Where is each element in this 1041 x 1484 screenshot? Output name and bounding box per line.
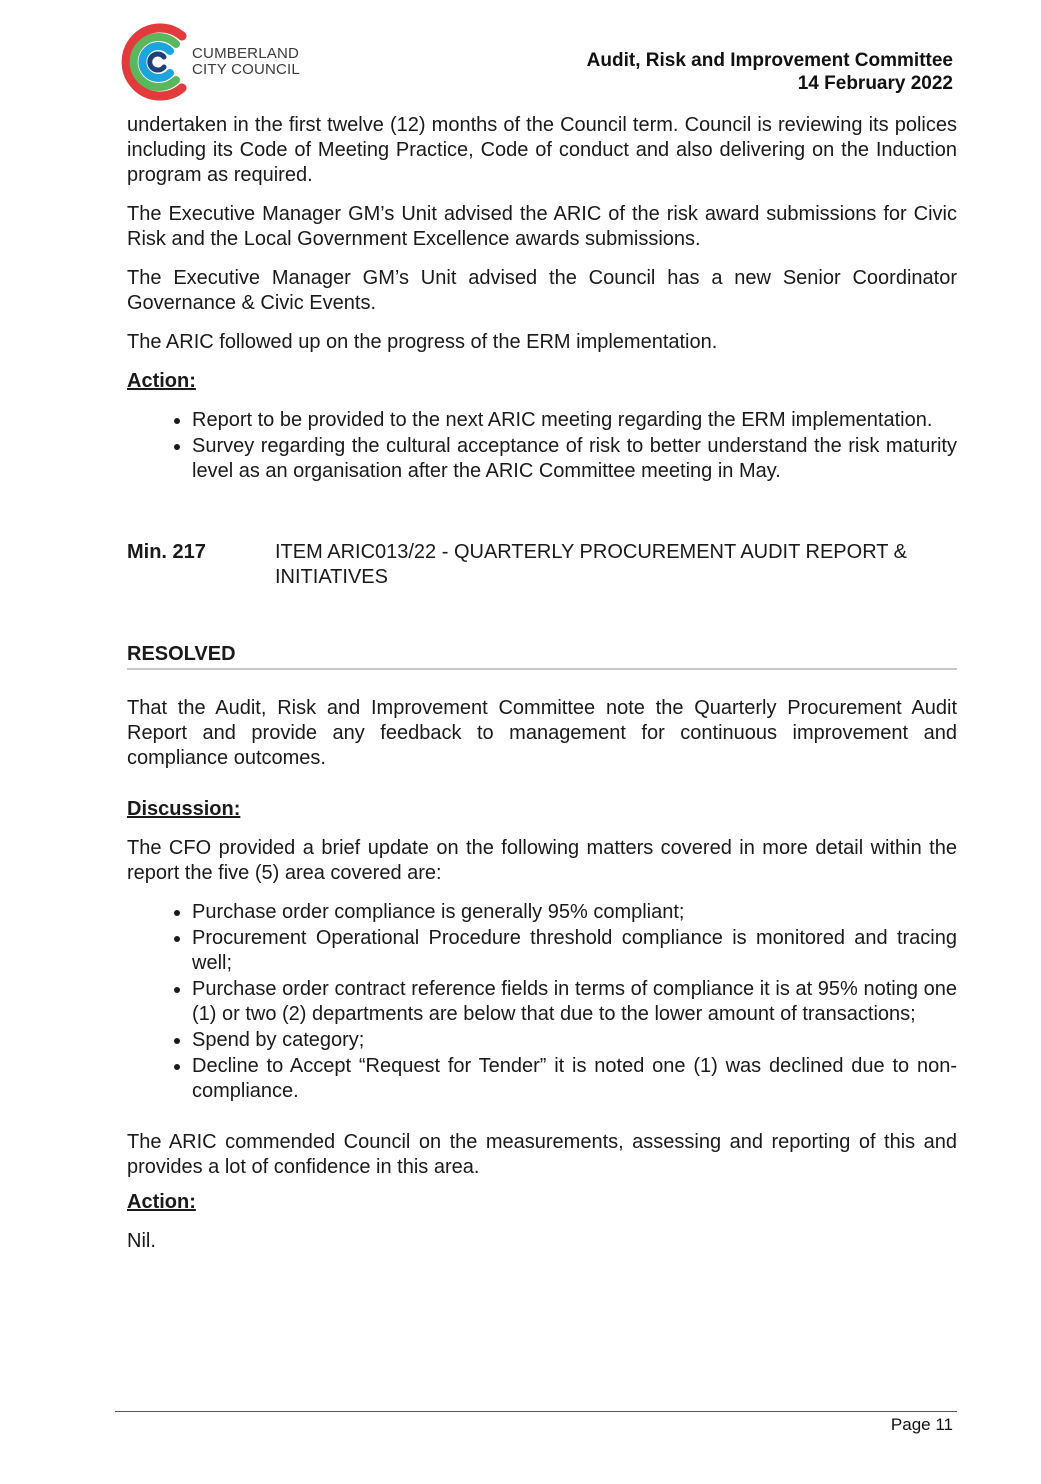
page-number: Page 11 [890, 1415, 953, 1434]
list-item: • Purchase order compliance is generally 95% compliant; [192, 900, 957, 925]
list-item: • Decline to Accept “Request for Tender” it is noted one (1) was declined due to non-compliance. [192, 1054, 957, 1104]
minute-heading [127, 540, 957, 590]
discussion-heading: Discussion: [127, 798, 241, 820]
discussion-intro: The CFO provided a brief update on the following matters covered in more detail within the report the five (5) area covered are: [127, 837, 957, 884]
list-item: • Report to be provided to the next ARIC meeting regarding the ERM implementation. [192, 408, 957, 433]
discussion-closing: The ARIC commended Council on the measurements, assessing and reporting of this and provides a lot of confidence in this area. [127, 1131, 957, 1178]
action-heading-2: Action: [127, 1191, 196, 1213]
resolved-heading: RESOLVED [127, 642, 957, 670]
logo-wordmark [192, 46, 300, 78]
paragraph: undertaken in the first twelve (12) months of the Council term. Council is reviewing its polices including its Code of Meeting Practice, Code of conduct and also delivering on the Induction program as required. [127, 114, 957, 186]
logo-line-2: CITY COUNCIL [192, 61, 300, 78]
action-list [127, 408, 957, 484]
paragraph: The ARIC followed up on the progress of the ERM implementation. [127, 331, 718, 353]
minute-title: ITEM ARIC013/22 - QUARTERLY PROCUREMENT AUDIT REPORT & INITIATIVES [275, 541, 908, 588]
meeting-date: 14 February 2022 [797, 73, 953, 94]
council-logo-mark [120, 22, 192, 102]
list-item: • Spend by category; [192, 1028, 957, 1053]
document-header [587, 49, 953, 95]
logo-line-1: CUMBERLAND [192, 45, 300, 62]
paragraph: The Executive Manager GM’s Unit advised the Council has a new Senior Coordinator Governance & Civic Events. [127, 267, 957, 314]
list-item: • Survey regarding the cultural acceptance of risk to better understand the risk maturity level as an organisation after the ARIC Committee meeting in May. [192, 434, 957, 484]
list-item: • Purchase order contract reference fields in terms of compliance it is at 95% noting one (1) or two (2) departments are below that due to the lower amount of transactions; [192, 977, 957, 1027]
minute-number: Min. 217 [127, 541, 206, 563]
committee-name: Audit, Risk and Improvement Committee [586, 50, 953, 71]
discussion-list [127, 900, 957, 1104]
footer-rule [115, 1411, 957, 1412]
document-body [127, 113, 957, 1268]
action-heading: Action: [127, 370, 196, 392]
resolution-text: That the Audit, Risk and Improvement Committee note the Quarterly Procurement Audit Report and provide any feedback to management for continuous improvement and compliance outcomes. [127, 697, 957, 769]
list-item: • Procurement Operational Procedure threshold compliance is monitored and tracing well; [192, 926, 957, 976]
paragraph: The Executive Manager GM’s Unit advised the ARIC of the risk award submissions for Civic Risk and the Local Government Excellence awards submissions. [127, 203, 957, 250]
council-logo [120, 22, 320, 102]
action-text: Nil. [127, 1230, 156, 1252]
